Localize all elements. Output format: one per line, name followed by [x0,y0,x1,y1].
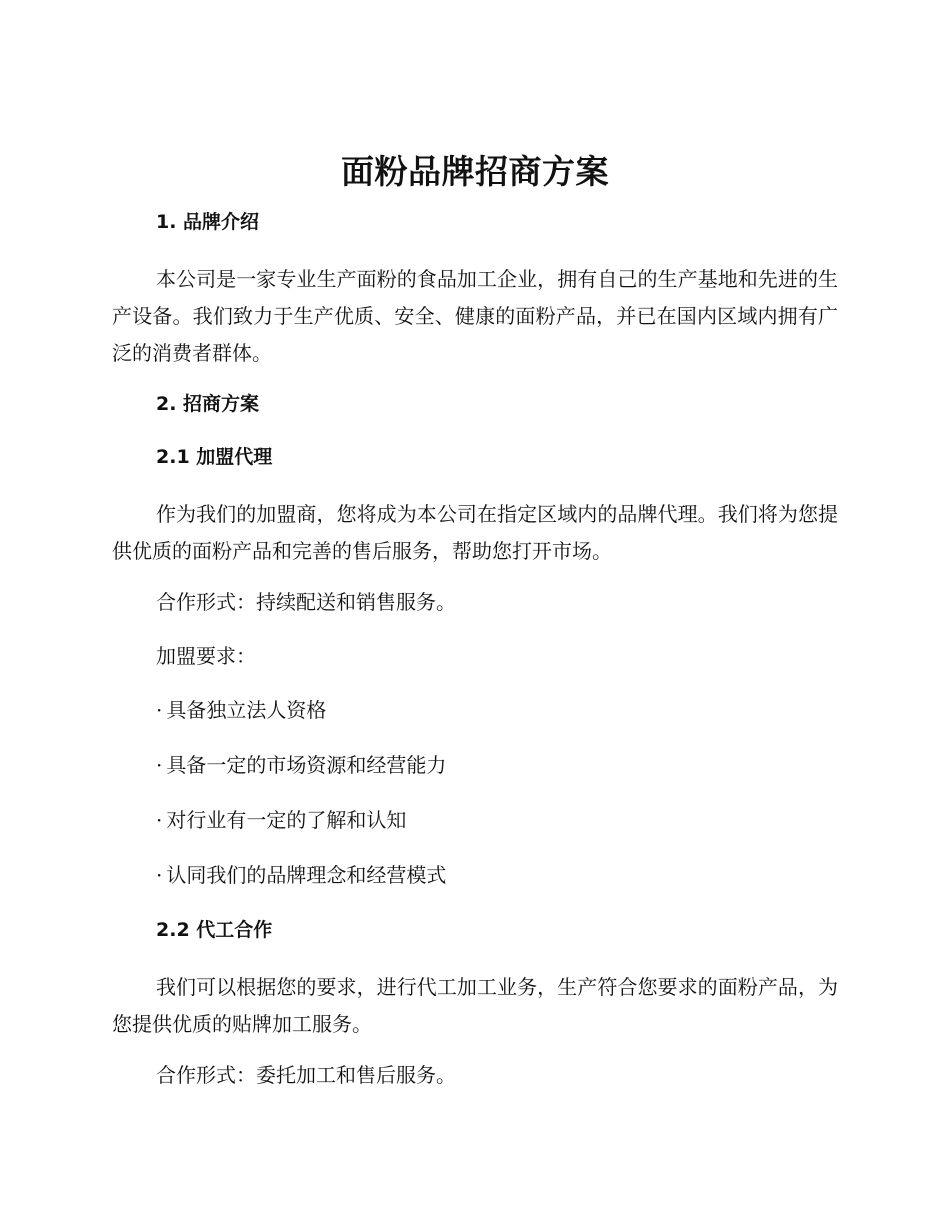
requirement-item [112,751,838,779]
subsection-heading-oem: 2.2 代工合作 [156,919,273,941]
subsection-heading-franchise: 2.1 加盟代理 [156,446,273,468]
document-title: 面粉品牌招商方案 [341,152,609,191]
requirement-text: 具备一定的市场资源和经营能力 [166,753,447,777]
section-heading-investment-plan: 2. 招商方案 [156,393,260,415]
bullet-dot: · [156,863,163,887]
section-heading-brand-intro: 1. 品牌介绍 [156,211,260,233]
requirement-text: 具备独立法人资格 [166,698,327,722]
oem-cooperation-form: 合作形式：委托加工和售后服务。 [156,1063,456,1087]
franchise-paragraph: 作为我们的加盟商，您将成为本公司在指定区域内的品牌代理。我们将为您提供优质的面粉产品和完善的售后服务，帮助您打开市场。 [112,502,838,563]
bullet-dot: · [156,698,163,722]
requirement-text: 对行业有一定的了解和认知 [166,808,407,832]
requirement-item [112,696,838,724]
oem-paragraph: 我们可以根据您的要求，进行代工加工业务，生产符合您要求的面粉产品，为您提供优质的贴牌加工服务。 [112,975,838,1036]
bullet-dot: · [156,753,163,777]
franchise-cooperation-form: 合作形式：持续配送和销售服务。 [156,590,456,614]
brand-intro-paragraph: 本公司是一家专业生产面粉的食品加工企业，拥有自己的生产基地和先进的生产设备。我们致力于生产优质、安全、健康的面粉产品，并已在国内区域内拥有广泛的消费者群体。 [112,267,838,365]
requirement-text: 认同我们的品牌理念和经营模式 [166,863,447,887]
bullet-dot: · [156,808,163,832]
requirement-item [112,806,838,834]
franchise-requirements-label: 加盟要求： [156,644,256,668]
requirement-item [112,861,838,889]
